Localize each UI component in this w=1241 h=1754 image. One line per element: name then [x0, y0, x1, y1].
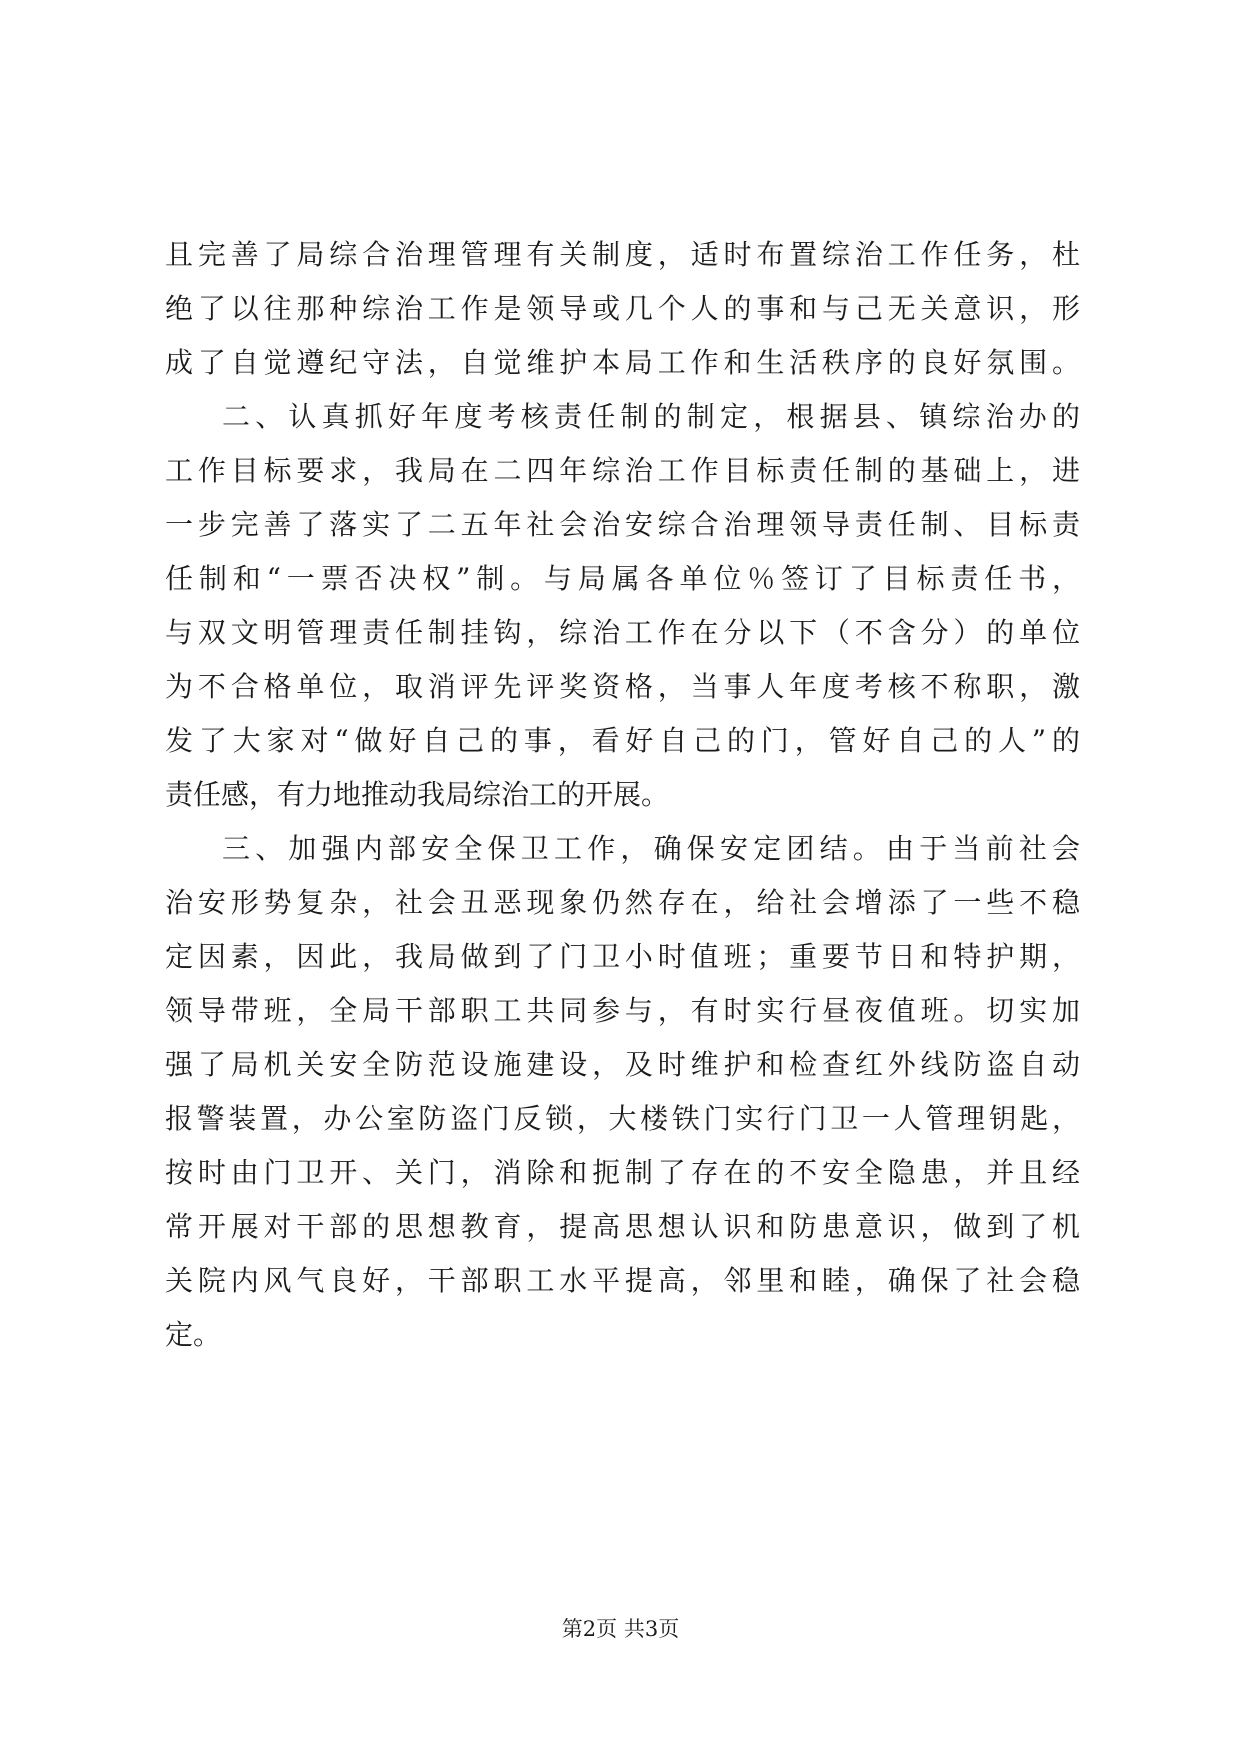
paragraph-3-line-7: 按时由门卫开、关门，消除和扼制了存在的不安全隐患，并且经 [165, 1156, 1080, 1189]
paragraph-1-line-2: 绝了以往那种综治工作是领导或几个人的事和与己无关意识，形 [165, 292, 1080, 325]
paragraph-2-line-5: 与双文明管理责任制挂钩，综治工作在分以下（不含分）的单位 [165, 616, 1080, 649]
paragraph-3-line-1: 三、加强内部安全保卫工作，确保安定团结。由于当前社会 [222, 832, 1080, 865]
paragraph-2-line-1: 二、认真抓好年度考核责任制的制定，根据县、镇综治办的 [222, 400, 1080, 433]
paragraph-3-line-3: 定因素，因此，我局做到了门卫小时值班；重要节日和特护期， [165, 940, 1080, 973]
paragraph-2-line-4: 任制和“一票否决权”制。与局属各单位％签订了目标责任书， [165, 562, 1080, 595]
page-number-footer: 第2页 共3页 [561, 1617, 680, 1641]
document-body [165, 228, 1080, 1362]
paragraph-2-line-6: 为不合格单位，取消评先评奖资格，当事人年度考核不称职，激 [165, 670, 1080, 703]
paragraph-3-line-9: 关院内风气良好，干部职工水平提高，邻里和睦，确保了社会稳 [165, 1264, 1080, 1297]
paragraph-2-line-8: 责任感，有力地推动我局综治工的开展。 [165, 778, 670, 811]
paragraph-1-line-1: 且完善了局综合治理管理有关制度，适时布置综治工作任务，杜 [165, 238, 1080, 271]
paragraph-3-line-4: 领导带班，全局干部职工共同参与，有时实行昼夜值班。切实加 [165, 994, 1080, 1027]
paragraph-3-line-5: 强了局机关安全防范设施建设，及时维护和检查红外线防盗自动 [165, 1048, 1080, 1081]
paragraph-3-line-8: 常开展对干部的思想教育，提高思想认识和防患意识，做到了机 [165, 1210, 1080, 1243]
paragraph-1-line-3: 成了自觉遵纪守法，自觉维护本局工作和生活秩序的良好氛围。 [165, 346, 1080, 379]
paragraph-2-line-3: 一步完善了落实了二五年社会治安综合治理领导责任制、目标责 [165, 508, 1080, 541]
paragraph-2-line-7: 发了大家对“做好自己的事，看好自己的门，管好自己的人”的 [165, 724, 1080, 757]
paragraph-3-line-2: 治安形势复杂，社会丑恶现象仍然存在，给社会增添了一些不稳 [165, 886, 1080, 919]
paragraph-2-line-2: 工作目标要求，我局在二四年综治工作目标责任制的基础上，进 [165, 454, 1080, 487]
paragraph-3-line-6: 报警装置，办公室防盗门反锁，大楼铁门实行门卫一人管理钥匙， [165, 1102, 1080, 1135]
paragraph-3-line-10: 定。 [165, 1318, 222, 1351]
